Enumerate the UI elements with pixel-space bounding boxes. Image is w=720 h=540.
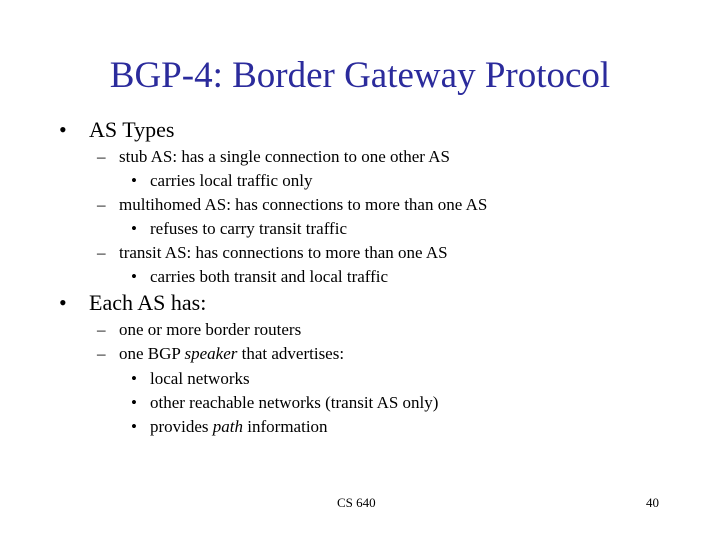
dash-marker: – bbox=[97, 344, 106, 363]
bullet-marker: • bbox=[131, 171, 137, 190]
detail-text: carries local traffic only bbox=[150, 171, 313, 190]
bullet-marker: • bbox=[59, 290, 67, 315]
dash-marker: – bbox=[97, 147, 106, 166]
bullet-marker: • bbox=[59, 117, 67, 142]
bullet-marker: • bbox=[131, 393, 137, 412]
detail-text: refuses to carry transit traffic bbox=[150, 219, 347, 238]
bullet-text: AS Types bbox=[89, 117, 175, 142]
detail-text: carries both transit and local traffic bbox=[150, 267, 389, 286]
text-before: provides bbox=[150, 417, 213, 436]
text-after: that advertises: bbox=[237, 344, 345, 363]
detail-text bbox=[150, 416, 328, 438]
bullet-marker: • bbox=[131, 267, 137, 286]
dash-marker: – bbox=[97, 195, 106, 214]
subitem-text: one or more border routers bbox=[119, 320, 302, 339]
bullet-marker: • bbox=[131, 219, 137, 238]
subitem-text: stub AS: has a single connection to one other AS bbox=[119, 147, 450, 166]
emphasis-speaker: speaker bbox=[184, 344, 238, 363]
emphasis-path: path bbox=[212, 417, 244, 436]
subitem-text bbox=[119, 343, 344, 365]
dash-marker: – bbox=[97, 320, 106, 339]
slide-title: BGP-4: Border Gateway Protocol bbox=[109, 55, 611, 96]
dash-marker: – bbox=[97, 243, 106, 262]
subitem-text: multihomed AS: has connections to more than one AS bbox=[119, 195, 488, 214]
subitem-text: transit AS: has connections to more than one AS bbox=[119, 243, 448, 262]
bullet-marker: • bbox=[131, 417, 137, 436]
text-before: one BGP bbox=[119, 344, 185, 363]
detail-text: local networks bbox=[150, 369, 250, 388]
footer-course-label: CS 640 bbox=[337, 495, 376, 510]
text-after: information bbox=[243, 417, 328, 436]
bullet-marker: • bbox=[131, 369, 137, 388]
detail-text: other reachable networks (transit AS only) bbox=[150, 393, 439, 412]
page-number: 40 bbox=[646, 495, 659, 510]
bullet-text: Each AS has: bbox=[89, 290, 207, 315]
